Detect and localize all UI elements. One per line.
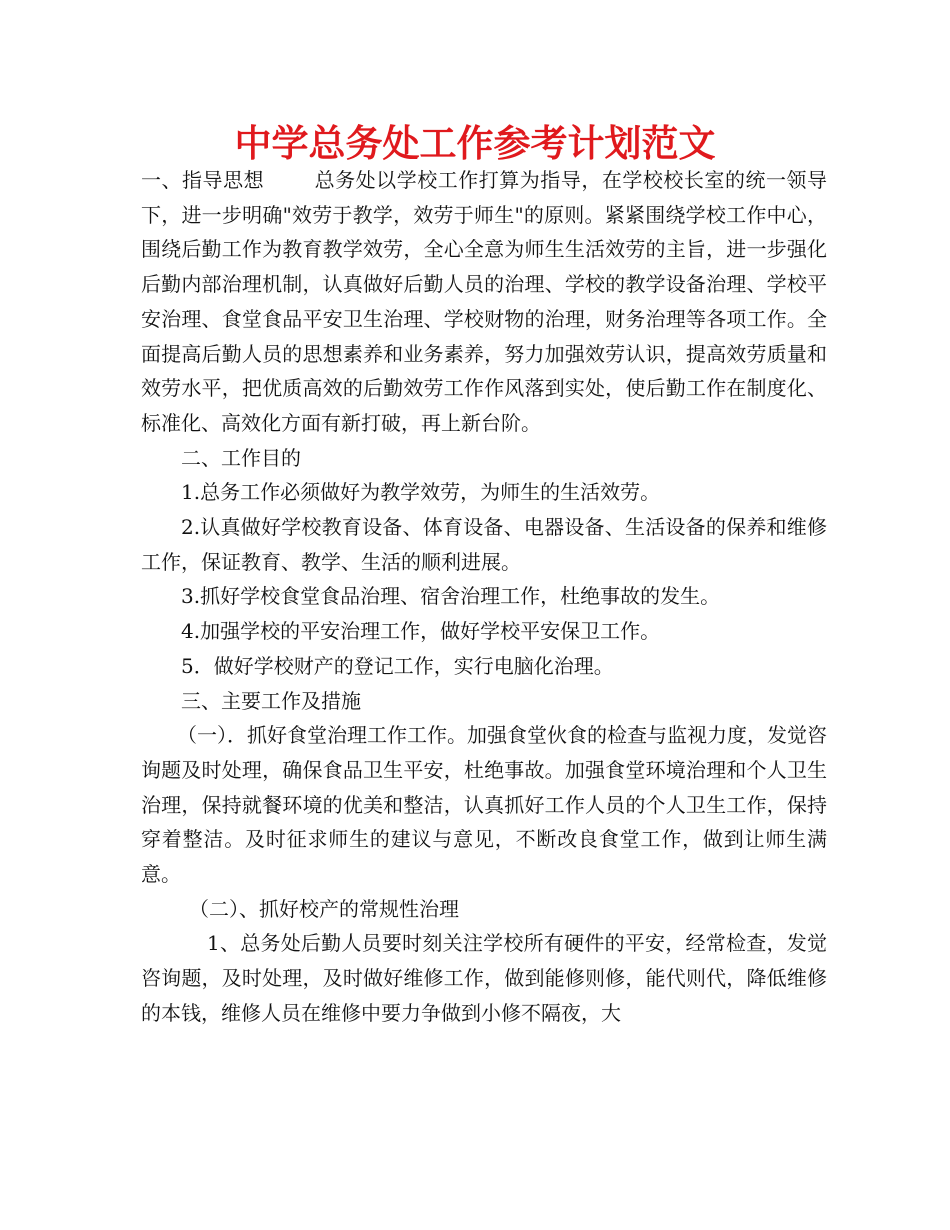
document-body [141, 163, 827, 1031]
section2-item-5: 5．做好学校财产的登记工作，实行电脑化治理。 [181, 653, 614, 678]
section3-sub1-paragraph: （一）．抓好食堂治理工作工作。加强食堂伙食的检查与监视力度，发觉咨询题及时处理，确保食品卫生平安，杜绝事故。加强食堂环境治理和个人卫生治理，保持就餐环境的优美和整洁，认真抓好工作人员的个人卫生工作，保持穿着整洁。及时征求师生的建议与意见，不断改良食堂工作，做到让师生满意。 [141, 723, 827, 887]
section1-paragraph [141, 163, 827, 441]
section2-heading: 二、工作目的 [181, 445, 301, 470]
section1-heading: 一、指导思想 [141, 168, 265, 192]
section2-item-4: 4.加强学校的平安治理工作，做好学校平安保卫工作。 [181, 619, 661, 644]
section2-item-2: 2.认真做好学校教育设备、体育设备、电器设备、生活设备的保养和维修工作，保证教育、教学、生活的顺利进展。 [141, 515, 827, 574]
section3-sub2-heading: （二）、抓好校产的常规性治理 [189, 896, 459, 921]
section3-heading: 三、主要工作及措施 [181, 688, 361, 713]
document-title: 中学总务处工作参考计划范文 [234, 122, 716, 165]
section2-item-3: 3.抓好学校食堂食品治理、宿舍治理工作，杜绝事故的发生。 [181, 584, 721, 609]
section3-sub2-item1: 1、总务处后勤人员要时刻关注学校所有硬件的平安，经常检查，发觉咨询题，及时处理，及时做好维修工作，做到能修则修，能代则代，降低维修的本钱，维修人员在维修中要力争做到小修不隔夜，大 [141, 931, 827, 1025]
section2-item-1: 1.总务工作必须做好为教学效劳，为师生的生活效劳。 [181, 480, 661, 505]
section1-text: 总务处以学校工作打算为指导，在学校校长室的统一领导下，进一步明确"效劳于教学，效劳于师生"的原则。紧紧围绕学校工作中心，围绕后勤工作为教育教学效劳，全心全意为师生生活效劳的主旨，进一步强化后勤内部治理机制，认真做好后勤人员的治理、学校的教学设备治理、学校平安治理、食堂食品平安卫生治理、学校财物的治理，财务治理等各项工作。全面提高后勤人员的思想素养和业务素养，努力加强效劳认识，提高效劳质量和效劳水平，把优质高效的后勤效劳工作作风落到实处，使后勤工作在制度化、标准化、高效化方面有新打破，再上新台阶。 [141, 168, 828, 435]
